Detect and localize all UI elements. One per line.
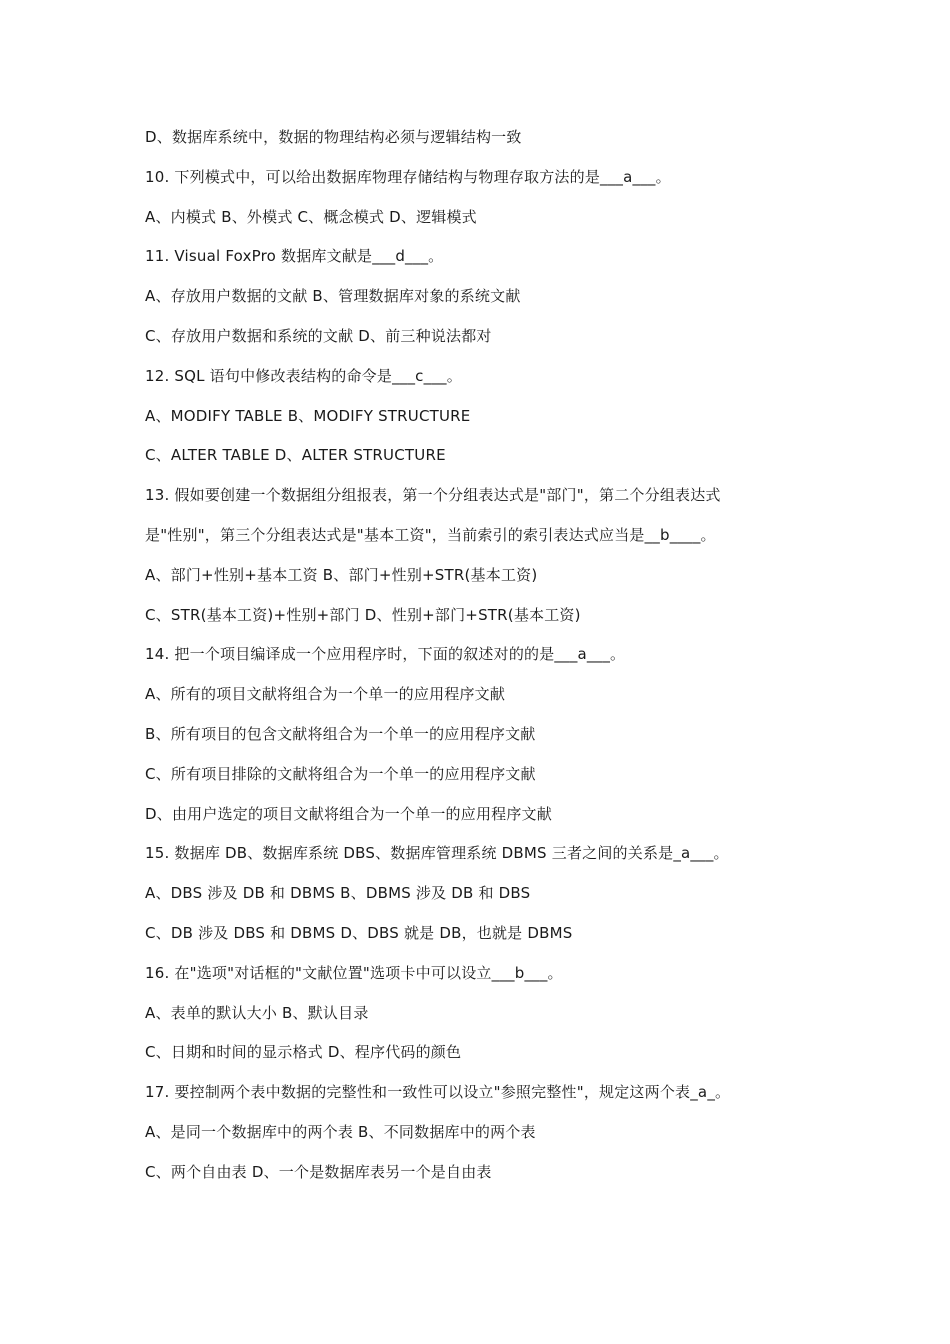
options-15-ab: A、DBS 涉及 DB 和 DBMS B、DBMS 涉及 DB 和 DBS [145,884,531,903]
options-16-cd: C、日期和时间的显示格式 D、程序代码的颜色 [145,1043,462,1062]
option-14-b: B、所有项目的包含文献将组合为一个单一的应用程序文献 [145,724,536,743]
options-16-ab: A、表单的默认大小 B、默认目录 [145,1003,369,1022]
options-11-cd: C、存放用户数据和系统的文献 D、前三种说法都对 [145,326,492,345]
option-14-c: C、所有项目排除的文献将组合为一个单一的应用程序文献 [145,764,536,783]
options-12-cd: C、ALTER TABLE D、ALTER STRUCTURE [145,446,446,465]
options-17-ab: A、是同一个数据库中的两个表 B、不同数据库中的两个表 [145,1122,536,1141]
options-10: A、内模式 B、外模式 C、概念模式 D、逻辑模式 [145,207,477,226]
question-11: 11. Visual FoxPro 数据库文献是___d___。 [145,247,444,266]
question-13-part2: 是"性别"，第三个分组表达式是"基本工资"，当前索引的索引表达式应当是__b____。 [145,525,716,544]
question-10: 10. 下列模式中，可以给出数据库物理存储结构与物理存取方法的是___a___。 [145,167,671,186]
options-12-ab: A、MODIFY TABLE B、MODIFY STRUCTURE [145,406,471,425]
option-14-d: D、由用户选定的项目文献将组合为一个单一的应用程序文献 [145,804,552,823]
options-17-cd: C、两个自由表 D、一个是数据库表另一个是自由表 [145,1162,492,1181]
options-11-ab: A、存放用户数据的文献 B、管理数据库对象的系统文献 [145,287,521,306]
options-13-cd: C、STR(基本工资)+性别+部门 D、性别+部门+STR(基本工资) [145,605,581,624]
question-17: 17. 要控制两个表中数据的完整性和一致性可以设立"参照完整性"，规定这两个表_a_。 [145,1083,731,1102]
question-13-part1: 13. 假如要创建一个数据组分组报表，第一个分组表达式是"部门"，第二个分组表达式 [145,486,721,505]
question-15: 15. 数据库 DB、数据库系统 DBS、数据库管理系统 DBMS 三者之间的关系是_a___。 [145,844,729,863]
question-16: 16. 在"选项"对话框的"文献位置"选项卡中可以设立___b___。 [145,963,563,982]
document-body [145,124,815,1199]
question-12: 12. SQL 语句中修改表结构的命令是___c___。 [145,366,462,385]
answer-line-9d: D、数据库系统中，数据的物理结构必须与逻辑结构一致 [145,128,522,146]
options-15-cd: C、DB 涉及 DBS 和 DBMS D、DBS 就是 DB，也就是 DBMS [145,923,573,942]
question-14: 14. 把一个项目编译成一个应用程序时，下面的叙述对的的是___a___。 [145,645,626,664]
option-14-a: A、所有的项目文献将组合为一个单一的应用程序文献 [145,685,506,704]
options-13-ab: A、部门+性别+基本工资 B、部门+性别+STR(基本工资) [145,565,538,584]
